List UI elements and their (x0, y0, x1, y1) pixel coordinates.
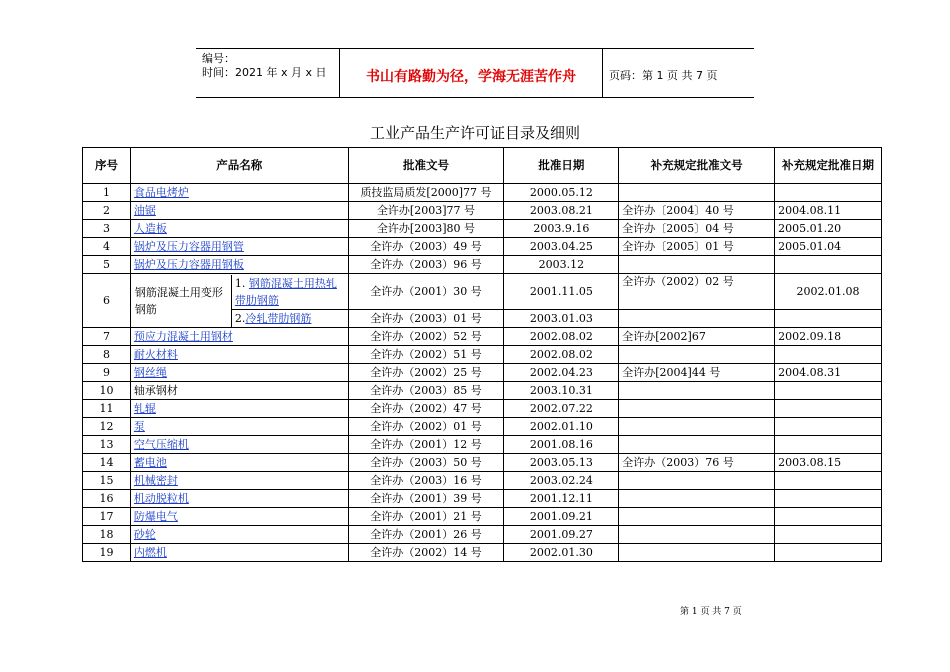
approval-date: 2001.12.11 (504, 490, 619, 508)
approval-date: 2002.01.10 (504, 418, 619, 436)
table-row (83, 382, 882, 400)
row-number: 12 (83, 418, 131, 436)
supplement-doc: 全许办（2002）02 号 (619, 274, 775, 310)
supplement-doc (619, 310, 775, 328)
supplement-date (775, 346, 882, 364)
supplement-doc: 全许办[2004]44 号 (619, 364, 775, 382)
product-name-cell (130, 490, 348, 508)
supplement-date (775, 544, 882, 562)
approval-doc: 全许办（2003）96 号 (348, 256, 504, 274)
approval-date: 2001.09.27 (504, 526, 619, 544)
approval-date: 2003.9.16 (504, 220, 619, 238)
product-link[interactable]: 空气压缩机 (133, 438, 189, 451)
supplement-date: 2003.08.15 (775, 454, 882, 472)
product-link[interactable]: 砂轮 (133, 528, 156, 541)
supplement-doc: 全许办〔2005〕04 号 (619, 220, 775, 238)
approval-doc: 全许办（2003）49 号 (348, 238, 504, 256)
approval-date: 2001.08.16 (504, 436, 619, 454)
supplement-doc (619, 256, 775, 274)
table-row (83, 472, 882, 490)
product-name-cell (130, 220, 348, 238)
product-link[interactable]: 人造板 (133, 222, 167, 235)
approval-date: 2003.12 (504, 256, 619, 274)
product-link[interactable]: 耐火材料 (133, 348, 178, 361)
col-header-date: 批准日期 (504, 148, 619, 184)
approval-date: 2003.08.21 (504, 202, 619, 220)
product-name-cell (130, 400, 348, 418)
approval-doc: 全许办[2003]80 号 (348, 220, 504, 238)
product-name-cell (130, 202, 348, 220)
approval-doc: 全许办（2001）12 号 (348, 436, 504, 454)
row-number: 16 (83, 490, 131, 508)
product-name: 轴承钢材 (133, 384, 178, 397)
number-label: 编号： (202, 52, 235, 65)
supplement-date (775, 256, 882, 274)
supplement-date (775, 526, 882, 544)
product-link[interactable]: 锅炉及压力容器用钢板 (133, 258, 244, 271)
supplement-doc: 全许办（2003）76 号 (619, 454, 775, 472)
supplement-date (775, 382, 882, 400)
table-row (83, 346, 882, 364)
supplement-date (775, 400, 882, 418)
approval-date: 2003.10.31 (504, 382, 619, 400)
table-row (83, 544, 882, 562)
row-number: 15 (83, 472, 131, 490)
product-link[interactable]: 泵 (133, 420, 145, 433)
supplement-date: 2004.08.11 (775, 202, 882, 220)
product-name-cell (130, 274, 348, 328)
table-row (83, 238, 882, 256)
supplement-date (775, 436, 882, 454)
row-number: 11 (83, 400, 131, 418)
supplement-doc (619, 418, 775, 436)
product-name-cell (130, 184, 348, 202)
product-link[interactable]: 防爆电气 (133, 510, 178, 523)
approval-date: 2002.08.02 (504, 328, 619, 346)
sub-product-1: 1. 钢筋混凝土用热轧带肋钢筋 (231, 275, 347, 310)
table-row (83, 526, 882, 544)
approval-date: 2003.05.13 (504, 454, 619, 472)
approval-doc: 全许办（2002）47 号 (348, 400, 504, 418)
page-footer: 第 1 页 共 7 页 (680, 607, 742, 617)
table-row (83, 418, 882, 436)
approval-doc: 全许办（2002）14 号 (348, 544, 504, 562)
table-row (83, 364, 882, 382)
supplement-doc (619, 490, 775, 508)
approval-date: 2001.11.05 (504, 274, 619, 310)
col-header-name: 产品名称 (130, 148, 348, 184)
col-header-supp-date: 补充规定批准日期 (775, 148, 882, 184)
row-number: 3 (83, 220, 131, 238)
approval-doc: 全许办（2001）30 号 (348, 274, 504, 310)
row-number: 13 (83, 436, 131, 454)
product-name-cell (130, 346, 348, 364)
product-link[interactable]: 钢筋混凝土用热轧带肋钢筋 (234, 276, 337, 307)
table-row (83, 184, 882, 202)
row-number: 1 (83, 184, 131, 202)
supplement-doc: 全许办〔2004〕40 号 (619, 202, 775, 220)
approval-doc: 全许办（2002）25 号 (348, 364, 504, 382)
approval-doc: 全许办（2001）26 号 (348, 526, 504, 544)
approval-doc: 全许办（2002）01 号 (348, 418, 504, 436)
approval-date: 2003.02.24 (504, 472, 619, 490)
row-number: 14 (83, 454, 131, 472)
approval-date: 2002.01.30 (504, 544, 619, 562)
supplement-date (775, 310, 882, 328)
page-label: 页码：第 1 页 共 7 页 (609, 69, 718, 82)
product-group-name: 钢筋混凝土用变形钢筋 (131, 275, 232, 327)
table-row (83, 256, 882, 274)
product-name-cell (130, 544, 348, 562)
row-number: 6 (83, 274, 131, 328)
supplement-doc (619, 544, 775, 562)
row-number: 17 (83, 508, 131, 526)
approval-doc: 全许办（2003）85 号 (348, 382, 504, 400)
row-number: 9 (83, 364, 131, 382)
approval-doc: 全许办（2001）39 号 (348, 490, 504, 508)
col-header-doc: 批准文号 (348, 148, 504, 184)
product-link[interactable]: 蓄电池 (133, 456, 167, 469)
product-name-cell (130, 472, 348, 490)
approval-doc: 全许办（2001）21 号 (348, 508, 504, 526)
product-link[interactable]: 油锯 (133, 204, 156, 217)
product-name-cell (130, 508, 348, 526)
header-motto-box (339, 49, 603, 97)
row-number: 10 (83, 382, 131, 400)
product-link[interactable]: 锅炉及压力容器用钢管 (133, 240, 244, 253)
row-number: 8 (83, 346, 131, 364)
supplement-doc (619, 346, 775, 364)
approval-date: 2003.01.03 (504, 310, 619, 328)
approval-doc: 全许办（2003）50 号 (348, 454, 504, 472)
supplement-date (775, 490, 882, 508)
sub-product-2: 2.冷轧带肋钢筋 (234, 311, 312, 325)
product-name-cell (130, 418, 348, 436)
product-name-cell (130, 382, 348, 400)
approval-doc: 全许办（2003）16 号 (348, 472, 504, 490)
motto: 书山有路勤为径，学海无涯苦作舟 (366, 69, 576, 85)
table-row (83, 508, 882, 526)
supplement-doc (619, 400, 775, 418)
row-number: 18 (83, 526, 131, 544)
supplement-date (775, 418, 882, 436)
supplement-date: 2005.01.20 (775, 220, 882, 238)
product-subtable (131, 275, 348, 327)
supplement-date: 2002.01.08 (775, 274, 882, 310)
product-link[interactable]: 内燃机 (133, 546, 167, 559)
table-row (83, 220, 882, 238)
table-row (83, 454, 882, 472)
supplement-doc (619, 382, 775, 400)
row-number: 4 (83, 238, 131, 256)
product-name-cell (130, 256, 348, 274)
product-link[interactable]: 机械密封 (133, 474, 178, 487)
approval-doc: 全许办（2003）01 号 (348, 310, 504, 328)
table-body (83, 184, 882, 562)
document-title: 工业产品生产许可证目录及细则 (369, 124, 580, 142)
approval-doc: 全许办（2002）52 号 (348, 328, 504, 346)
row-number: 7 (83, 328, 131, 346)
table-row (83, 436, 882, 454)
product-link[interactable]: 机动脱粒机 (133, 492, 189, 505)
product-name-cell (130, 238, 348, 256)
product-name-cell (130, 328, 348, 346)
product-link[interactable]: 食品电烤炉 (133, 186, 189, 199)
approval-date: 2001.09.21 (504, 508, 619, 526)
product-link[interactable]: 轧辊 (133, 402, 156, 415)
row-number: 2 (83, 202, 131, 220)
table-row (83, 490, 882, 508)
table-row (83, 328, 882, 346)
product-link[interactable]: 钢丝绳 (133, 366, 167, 379)
product-name-cell (130, 526, 348, 544)
supplement-doc (619, 184, 775, 202)
supplement-date (775, 184, 882, 202)
supplement-date (775, 472, 882, 490)
product-link[interactable]: 冷轧带肋钢筋 (245, 311, 312, 325)
product-name-cell (130, 364, 348, 382)
table-row (83, 400, 882, 418)
supplement-doc: 全许办[2002]67 (619, 328, 775, 346)
col-header-supp-doc: 补充规定批准文号 (619, 148, 775, 184)
header-left (202, 52, 327, 80)
approval-doc: 质技监局质发[2000]77 号 (348, 184, 504, 202)
supplement-date (775, 508, 882, 526)
supplement-date: 2004.08.31 (775, 364, 882, 382)
product-name-cell (130, 454, 348, 472)
table-row (83, 202, 882, 220)
approval-doc: 全许办（2002）51 号 (348, 346, 504, 364)
supplement-date: 2002.09.18 (775, 328, 882, 346)
supplement-doc (619, 508, 775, 526)
approval-date: 2000.05.12 (504, 184, 619, 202)
approval-date: 2002.07.22 (504, 400, 619, 418)
supplement-doc (619, 472, 775, 490)
time-label: 时间：2021 年 x 月 x 日 (202, 66, 327, 79)
approval-date: 2002.08.02 (504, 346, 619, 364)
approval-date: 2003.04.25 (504, 238, 619, 256)
supplement-doc (619, 436, 775, 454)
approval-doc: 全许办[2003]77 号 (348, 202, 504, 220)
product-link[interactable]: 预应力混凝土用钢材 (133, 330, 233, 343)
page-header (196, 48, 754, 98)
product-name-cell (130, 436, 348, 454)
row-number: 19 (83, 544, 131, 562)
row-number: 5 (83, 256, 131, 274)
catalog-table (82, 147, 882, 562)
table-row (83, 274, 882, 310)
supplement-doc: 全许办〔2005〕01 号 (619, 238, 775, 256)
table-header-row (83, 148, 882, 184)
supplement-date: 2005.01.04 (775, 238, 882, 256)
supplement-doc (619, 526, 775, 544)
approval-date: 2002.04.23 (504, 364, 619, 382)
col-header-no: 序号 (83, 148, 131, 184)
